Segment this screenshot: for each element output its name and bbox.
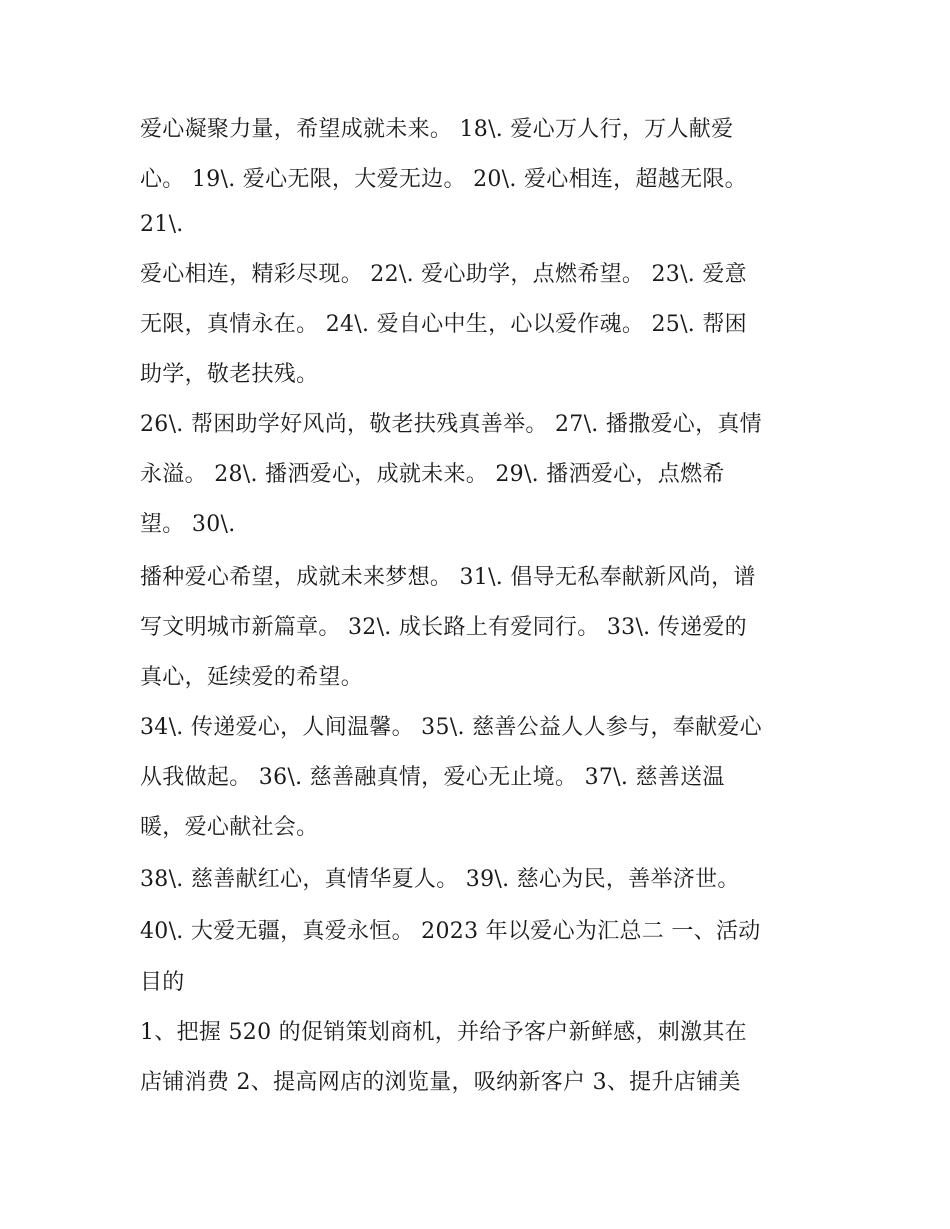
text-line: 店铺消费 2、提高网店的浏览量，吸纳新客户 3、提升店铺美	[140, 1070, 741, 1095]
text-line: 26\. 帮困助学好风尚，敬老扶残真善举。 27\. 播撒爱心，真情	[140, 412, 762, 437]
text-line: 永溢。 28\. 播洒爱心，成就未来。 29\. 播洒爱心，点燃希	[140, 462, 725, 487]
text-line: 34\. 传递爱心，人间温馨。 35\. 慈善公益人人参与，奉献爱心	[140, 715, 762, 740]
text-line: 播种爱心希望，成就未来梦想。 31\. 倡导无私奉献新风尚，谱	[140, 565, 756, 590]
text-line: 真心，延续爱的希望。	[140, 665, 364, 690]
text-line: 38\. 慈善献红心，真情华夏人。 39\. 慈心为民，善举济世。	[140, 867, 740, 892]
text-line: 目的	[140, 970, 185, 995]
text-line: 无限，真情永在。 24\. 爱自心中生，心以爱作魂。 25\. 帮困	[140, 312, 747, 337]
text-line: 助学，敬老扶残。	[140, 362, 319, 387]
text-line: 40\. 大爱无疆，真爱永恒。 2023 年以爱心为汇总二 一、活动	[140, 919, 761, 944]
text-line: 1、把握 520 的促销策划商机，并给予客户新鲜感，刺激其在	[140, 1020, 747, 1045]
text-line: 21\.	[140, 212, 184, 237]
text-line: 心。 19\. 爱心无限，大爱无边。 20\. 爱心相连，超越无限。	[140, 167, 747, 192]
text-line: 望。 30\.	[140, 512, 236, 537]
text-line: 爱心凝聚力量，希望成就未来。 18\. 爱心万人行，万人献爱	[140, 117, 734, 142]
text-line: 从我做起。 36\. 慈善融真情，爱心无止境。 37\. 慈善送温	[140, 765, 725, 790]
text-line: 写文明城市新篇章。 32\. 成长路上有爱同行。 33\. 传递爱的	[140, 615, 747, 640]
text-line: 爱心相连，精彩尽现。 22\. 爱心助学，点燃希望。 23\. 爱意	[140, 262, 747, 287]
text-line: 暖，爱心献社会。	[140, 815, 319, 840]
